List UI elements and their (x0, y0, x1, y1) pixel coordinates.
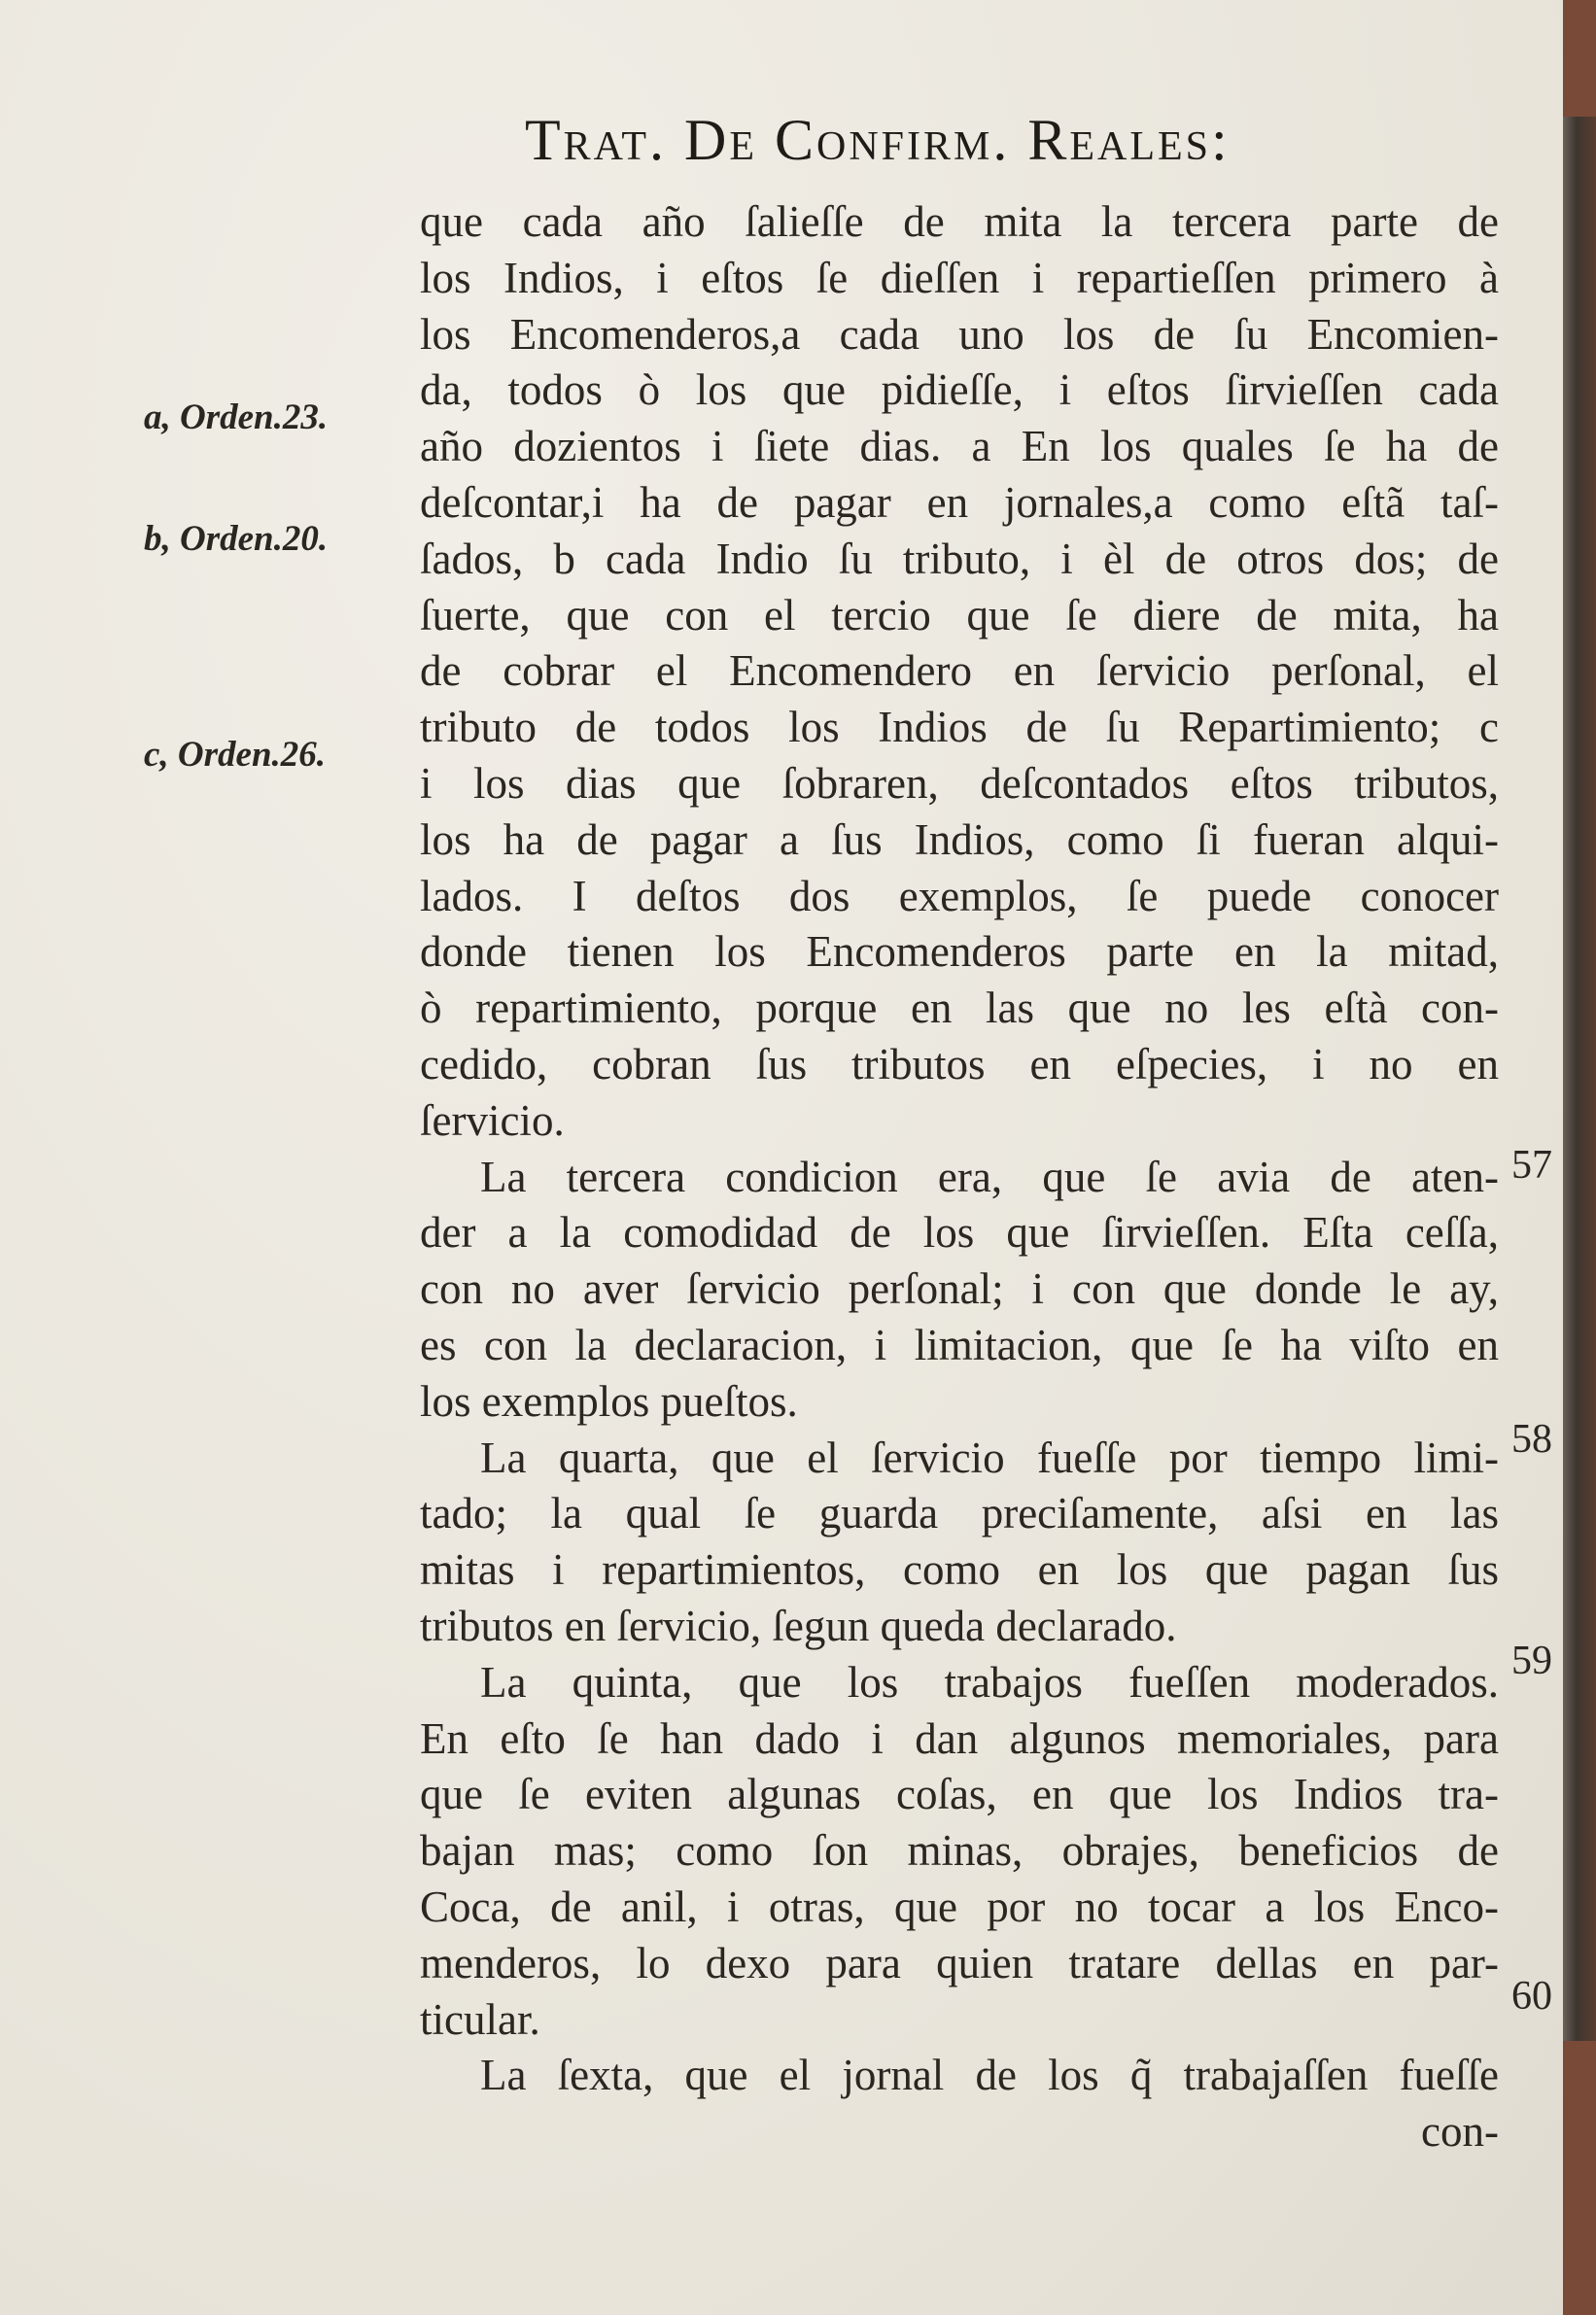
text-line: tado; la qual ſe guarda preciſamente, aſsi en las (420, 1489, 1499, 1538)
margin-note-a: a, Orden.23. (144, 397, 329, 437)
text-line: lados. I deſtos dos exemplos, ſe puede conocer (420, 871, 1499, 920)
text-line: los Indios, i eſtos ſe dieſſen i repartieſſen primero à (420, 253, 1499, 302)
text-line: ſuerte, que con el tercio que ſe diere de mita, ha (420, 590, 1499, 639)
paragraph-start: La quinta, que los trabajos fueſſen moderados. (480, 1657, 1499, 1707)
paragraph-start: La quarta, que el ſervicio fueſſe por tiempo limi- (480, 1433, 1499, 1482)
paragraph-number-59: 59 (1511, 1639, 1552, 1683)
text-line: ſados, b cada Indio ſu tributo, i èl de otros dos; de (420, 534, 1499, 583)
text-line: ticular. (420, 1994, 540, 2044)
catchword: con- (1421, 2107, 1499, 2157)
text-line: que cada año ſalieſſe de mita la tercera parte de (420, 197, 1499, 246)
text-line: i los dias que ſobraren, deſcontados eſtos tributos, (420, 758, 1499, 808)
text-line: cedido, cobran ſus tributos en eſpecies, i no en (420, 1039, 1499, 1088)
paragraph-number-60: 60 (1511, 1974, 1552, 2019)
paragraph-number-58: 58 (1511, 1417, 1552, 1462)
text-line: tributo de todos los Indios de ſu Repartimiento; c (420, 703, 1499, 752)
text-line: los ha de pagar a ſus Indios, como ſi fueran alqui- (420, 814, 1499, 864)
text-line: mitas i repartimientos, como en los que pagan ſus (420, 1545, 1499, 1595)
text-line: de cobrar el Encomendero en ſervicio perſonal, el (420, 646, 1499, 696)
text-line: menderos, lo dexo para quien tratare dellas en par- (420, 1938, 1499, 1987)
paragraph-number-57: 57 (1511, 1143, 1552, 1188)
text-line: los exemplos pueſtos. (420, 1376, 798, 1426)
spine-band (1563, 0, 1596, 117)
text-line: con no aver ſervicio perſonal; i con que donde le ay, (420, 1264, 1499, 1314)
text-line: deſcontar,i ha de pagar en jornales,a como eſtã taſ- (420, 477, 1499, 527)
paragraph-start: La tercera condicion era, que ſe avia de aten- (480, 1152, 1499, 1201)
text-line: donde tienen los Encomenderos parte en la mitad, (420, 927, 1499, 977)
margin-note-c: c, Orden.26. (144, 735, 327, 775)
spine-band (1563, 2041, 1596, 2315)
text-line: que ſe eviten algunas coſas, en que los Indios tra- (420, 1770, 1499, 1819)
text-line: ſervicio. (420, 1095, 565, 1145)
book-spine-edge (1563, 0, 1596, 2315)
text-line: Coca, de anil, i otras, que por no tocar a los Enco- (420, 1882, 1499, 1931)
text-line: es con la declaracion, i limitacion, que ſe ha viſto en (420, 1320, 1499, 1369)
main-text (420, 194, 1499, 2160)
text-line: ò repartimiento, porque en las que no les eſtà con- (420, 984, 1499, 1033)
margin-note-b: b, Orden.20. (144, 519, 329, 559)
text-line: der a la comodidad de los que ſirvieſſen. Eſta ceſſa, (420, 1208, 1499, 1258)
text-line: En eſto ſe han dado i dan algunos memoriales, para (420, 1713, 1499, 1763)
paragraph-start: La ſexta, que el jornal de los q̃ trabajaſſen fueſſe (480, 2051, 1499, 2100)
text-line: bajan mas; como ſon minas, obrajes, beneficios de (420, 1826, 1499, 1876)
text-line: los Encomenderos,a cada uno los de ſu Encomien- (420, 309, 1499, 359)
text-line: tributos en ſervicio, ſegun queda declarado. (420, 1601, 1177, 1650)
running-head: Trat. De Confirm. Reales: (525, 108, 1231, 172)
text-line: año dozientos i ſiete dias. a En los quales ſe ha de (420, 422, 1499, 471)
text-line: da, todos ò los que pidieſſe, i eſtos ſirvieſſen cada (420, 365, 1499, 415)
